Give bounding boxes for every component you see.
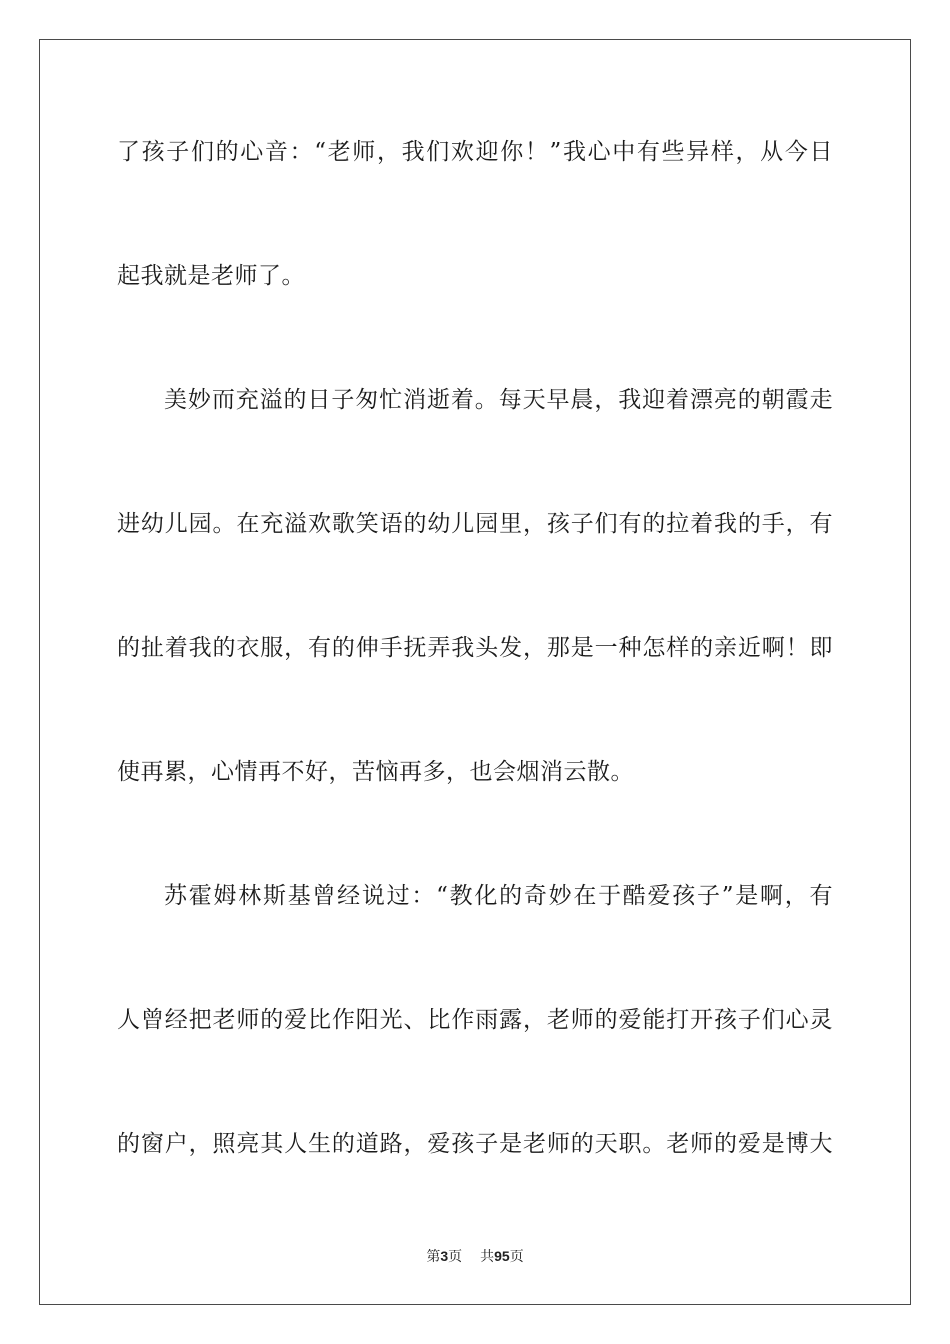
total-pages: 95 [494,1248,510,1264]
paragraph-line: 进幼儿园。在充溢欢歌笑语的幼儿园里，孩子们有的拉着我的手，有 [117,511,833,537]
paragraph-line: 苏霍姆林斯基曾经说过：“教化的奇妙在于酷爱孩子”是啊，有 [164,883,833,909]
paragraph-line: 起我就是老师了。 [117,263,305,289]
paragraph-line: 的窗户，照亮其人生的道路，爱孩子是老师的天职。老师的爱是博大 [117,1131,833,1157]
page-prefix: 第 [426,1249,441,1265]
total-prefix: 共 [480,1249,495,1265]
page-number: 3 [440,1248,449,1264]
paragraph-line: 了孩子们的心音：“老师，我们欢迎你！”我心中有些异样，从今日 [117,139,833,165]
page-footer [0,1247,950,1266]
paragraph-line: 人曾经把老师的爱比作阳光、比作雨露，老师的爱能打开孩子们心灵 [117,1007,833,1033]
paragraph-line: 美妙而充溢的日子匆忙消逝着。每天早晨，我迎着漂亮的朝霞走 [164,387,833,413]
page-suffix: 页 [448,1249,463,1265]
paragraph-line: 的扯着我的衣服，有的伸手抚弄我头发，那是一种怎样的亲近啊！即 [117,635,833,661]
paragraph-line: 使再累，心情再不好，苦恼再多，也会烟消云散。 [117,759,634,785]
page-border [39,39,911,1305]
total-suffix: 页 [509,1249,524,1265]
